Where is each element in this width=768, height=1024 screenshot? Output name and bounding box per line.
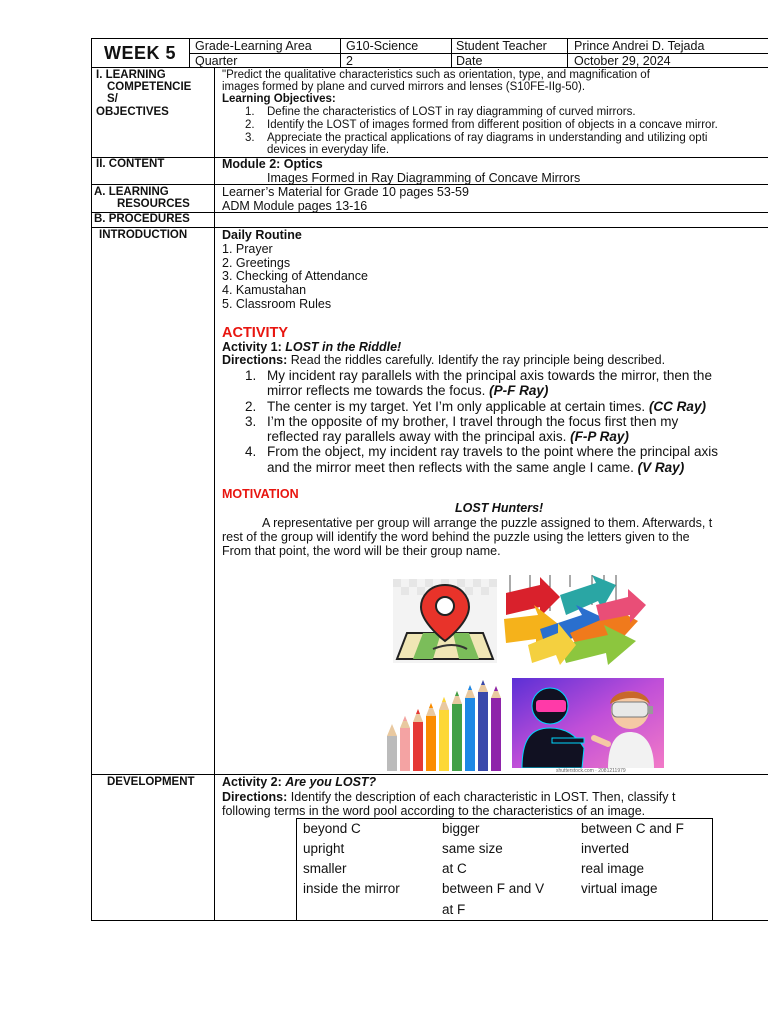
quarter-label: Quarter [195,54,238,68]
date-value: October 29, 2024 [574,54,671,68]
word-pool-box [296,818,713,921]
riddle-1-line-2 [267,383,548,399]
activity-2-directions-2: following terms in the word pool according to the characteristics of an image. [222,804,646,818]
objective-item-3-cont: devices in everyday life. [267,144,390,156]
introduction-bottom [91,774,768,775]
routine-item-4: 4. Kamustahan [222,283,307,297]
riddle-4-line-1: From the object, my incident ray travels to the point where the principal axis [267,444,718,459]
virtual-reality-icon [512,678,664,768]
objectives-label-1: I. LEARNING [96,69,166,81]
word-pool-term: same size [442,841,503,856]
word-pool-term: bigger [442,821,480,836]
teacher-label: Student Teacher [456,39,547,53]
activity-2-directions-label: Directions: [222,790,288,804]
routine-item-3: 3. Checking of Attendance [222,269,368,283]
riddle-1-text: mirror reflects me towards the focus. [267,383,490,398]
word-pool-term: inside the mirror [303,881,400,896]
objectives-bottom [91,157,768,158]
word-pool-term: upright [303,841,345,856]
activity-1-directions [222,354,665,367]
word-pool-term: inverted [581,841,630,856]
word-pool-term: between C and F [581,821,684,836]
objective-item-3: Appreciate the practical applications of ray diagrams in understanding and utilizing opti [267,132,708,144]
riddle-3-line-1: I’m the opposite of my brother, I travel through the focus first then my [267,414,679,429]
type-image [512,678,664,768]
word-pool-term: real image [581,861,645,876]
directions-label: Directions: [222,353,288,367]
word-pool-term: beyond C [303,821,361,836]
riddle-3-text: reflected ray parallels away with the principal axis. [267,429,571,444]
grade-area-value: G10-Science [346,39,419,53]
motivation-title: LOST Hunters! [455,501,544,515]
motivation-heading: MOTIVATION [222,487,299,501]
orientation-image [500,575,650,667]
riddle-3-line-2 [267,429,629,445]
word-pool-term: at F [442,902,466,917]
activity-2-directions-text: Identify the description of each characteristic in LOST. Then, classify t [287,790,676,804]
quarter-value: 2 [346,54,353,68]
riddle-2-line-1 [267,399,706,415]
arrows-icon [500,575,650,667]
word-pool-term: smaller [303,861,347,876]
objective-item-2: Identify the LOST of images formed from different position of objects in a concave mirror. [267,119,718,131]
routine-heading: Daily Routine [222,228,302,242]
activity-2-directions-1 [222,791,675,804]
riddle-4-answer: (V Ray) [637,460,685,475]
objectives-label-4: OBJECTIVES [96,106,169,118]
module-topic: Images Formed in Ray Diagramming of Concave Mirrors [267,171,581,185]
word-pool-term: at C [442,861,467,876]
objectives-heading: Learning Objectives: [222,93,336,105]
introduction-label: INTRODUCTION [99,229,188,241]
resource-line-2: ADM Module pages 13-16 [222,199,368,213]
objective-number-1: 1. [245,106,255,118]
activity-1-prefix: Activity 1: [222,340,286,354]
week-cell [91,38,189,68]
competency-line-2: images formed by plane and curved mirrors and lenses (S10FE-IIg-50). [222,81,586,93]
image-watermark: shutterstock.com · 2081211979 [556,768,626,774]
objectives-label-2: COMPETENCIE [107,81,192,93]
riddle-3-answer: (F-P Ray) [570,429,629,444]
objective-item-1: Define the characteristics of LOST in ray diagramming of curved mirrors. [267,106,636,118]
header-col-1 [189,38,190,68]
header-col-3 [451,38,452,68]
activity-2-prefix: Activity 2: [222,775,286,789]
resources-bottom [91,212,768,213]
riddle-2-text: The center is my target. Yet I’m only applicable at certain times. [267,399,649,414]
pencils-icon [383,678,510,771]
table-border-left [91,38,92,921]
riddle-2-answer: (CC Ray) [648,399,706,414]
objective-number-3: 3. [245,132,255,144]
routine-item-2: 2. Greetings [222,256,291,270]
directions-text: Read the riddles carefully. Identify the ray principle being described. [287,353,666,367]
riddle-number-2: 2. [245,399,257,414]
resource-line-1: Learner’s Material for Grade 10 pages 53-59 [222,185,469,199]
competency-line-1: "Predict the qualitative characteristics such as orientation, type, and magnification of [222,69,650,81]
objectives-label-3: S/ [107,93,118,105]
motivation-line-3: From that point, the word will be their group name. [222,544,501,558]
location-image [393,579,497,663]
week-title: WEEK 5 [103,42,176,63]
routine-item-1: 1. Prayer [222,242,273,256]
objective-number-2: 2. [245,119,255,131]
activity-1-name: LOST in the Riddle! [285,340,402,354]
activity-heading: ACTIVITY [222,325,289,341]
header-col-2 [340,38,341,68]
procedures-label: B. PROCEDURES [94,213,190,225]
size-image [383,678,510,771]
activity-2-title [222,776,376,789]
header-col-4 [567,38,568,68]
resources-label-1: A. LEARNING [94,186,169,198]
riddle-1-answer: (P-F Ray) [489,383,549,398]
routine-item-5: 5. Classroom Rules [222,297,332,311]
module-title: Module 2: Optics [222,157,323,171]
riddle-4-text: and the mirror meet then reflects with the same angle I came. [267,460,638,475]
grade-area-label: Grade-Learning Area [195,39,312,53]
riddle-4-line-2 [267,460,684,476]
riddle-number-3: 3. [245,414,257,429]
motivation-line-1: A representative per group will arrange the puzzle assigned to them. Afterwards, t [262,516,713,530]
word-pool-term: between F and V [442,881,545,896]
label-column-divider [214,67,215,921]
word-pool-term: virtual image [581,881,658,896]
riddle-number-1: 1. [245,368,257,383]
resources-label-2: RESOURCES [117,198,190,210]
content-label: II. CONTENT [96,158,165,170]
activity-2-name: Are you LOST? [285,775,377,789]
development-label: DEVELOPMENT [107,776,195,788]
riddle-number-4: 4. [245,444,257,459]
motivation-line-2: rest of the group will identify the word behind the puzzle using the letters given to the [222,530,690,544]
procedures-bottom [91,227,768,228]
riddle-1-line-1: My incident ray parallels with the principal axis towards the mirror, then the [267,368,712,383]
date-label: Date [456,54,483,68]
teacher-value: Prince Andrei D. Tejada [574,39,705,53]
map-pin-icon [393,579,497,663]
